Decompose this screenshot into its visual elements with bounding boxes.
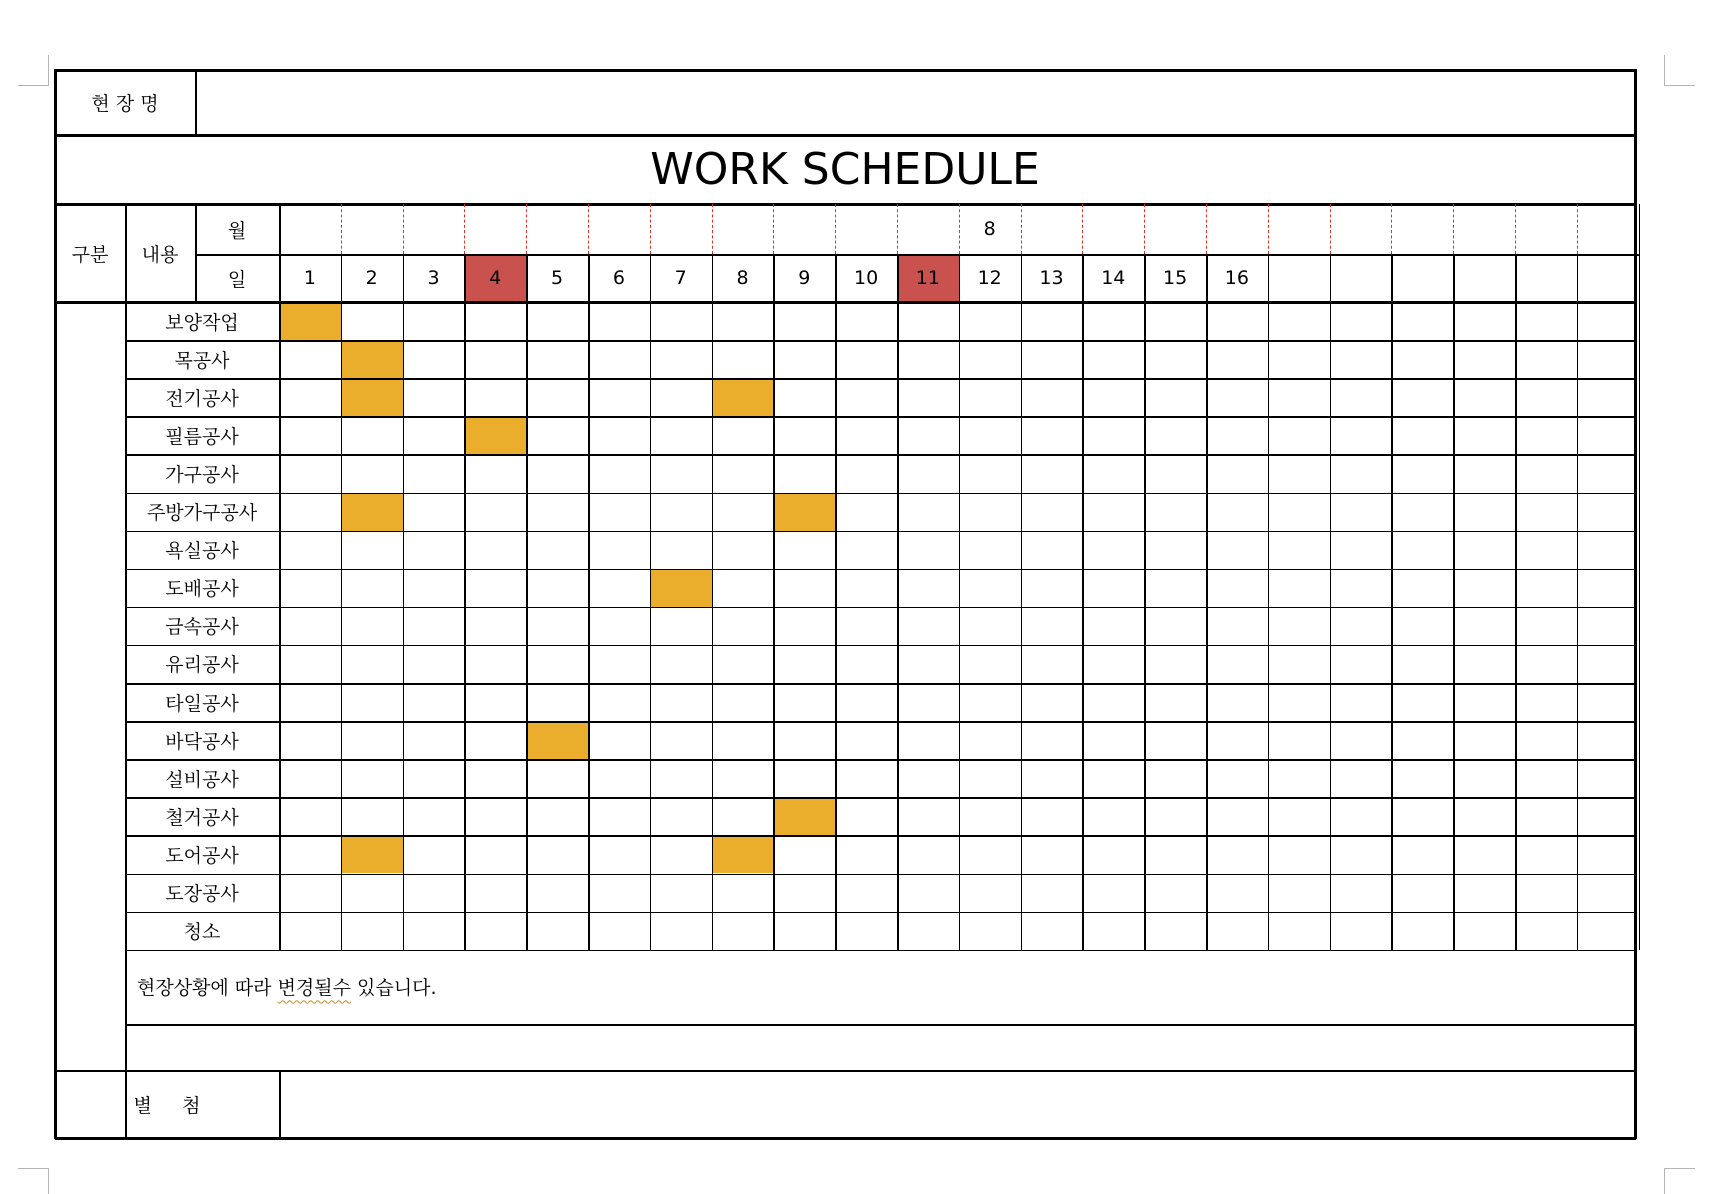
day-number: 4 <box>489 267 502 289</box>
day-number: 15 <box>1162 267 1188 289</box>
month-divider <box>403 204 404 254</box>
crop-mark-bottom-right <box>1664 1168 1695 1194</box>
site-label: 현 장 명 <box>91 93 159 115</box>
month-divider <box>1144 204 1145 254</box>
task-name: 설비공사 <box>165 768 239 791</box>
month-divider <box>526 204 527 254</box>
grid-v <box>1021 254 1023 950</box>
row-rule <box>125 493 1635 495</box>
notes-line-2 <box>125 1024 1635 1070</box>
month-divider <box>464 204 465 254</box>
month-divider <box>1453 204 1454 254</box>
grid-v <box>1453 254 1455 950</box>
month-divider <box>712 204 713 254</box>
row-rule <box>125 416 1635 418</box>
day-number <box>1330 254 1392 302</box>
month-divider <box>1268 204 1269 254</box>
row-rule <box>125 531 1635 533</box>
schedule-bar[interactable] <box>279 302 341 340</box>
row-rule <box>125 607 1635 609</box>
month-divider <box>835 204 836 254</box>
task-name: 도어공사 <box>165 844 239 867</box>
day-number <box>1268 254 1330 302</box>
task-name: 도장공사 <box>165 883 239 906</box>
site-value <box>195 70 1635 135</box>
month-divider <box>341 204 342 254</box>
month-divider <box>1082 204 1083 254</box>
attachment-value <box>279 1070 1635 1138</box>
day-number: 12 <box>977 267 1002 289</box>
row-rule <box>125 759 1635 761</box>
grid-v <box>341 254 343 950</box>
task-name: 청소 <box>183 921 221 944</box>
header-month-value: 8 <box>983 218 996 240</box>
task-name: 욕실공사 <box>165 540 239 563</box>
row-rule <box>125 874 1635 876</box>
schedule-bar[interactable] <box>341 835 403 873</box>
grid-v <box>1082 254 1084 950</box>
day-number: 8 <box>736 267 749 289</box>
crop-mark-bottom-left <box>18 1168 49 1194</box>
month-divider <box>588 204 589 254</box>
page-title: WORK SCHEDULE <box>650 144 1040 195</box>
schedule-bar[interactable] <box>341 493 403 531</box>
task-name: 가구공사 <box>165 463 239 486</box>
crop-mark-top-right <box>1664 55 1695 86</box>
month-divider <box>1330 204 1331 254</box>
month-divider <box>650 204 651 254</box>
grid-v <box>897 254 899 950</box>
month-divider <box>1021 204 1022 254</box>
day-number: 16 <box>1224 267 1249 289</box>
notes-text-spellcheck: 변경될수 <box>277 977 351 1000</box>
grid-v <box>1515 254 1517 950</box>
schedule-bar[interactable] <box>773 797 835 835</box>
day-number: 10 <box>853 267 879 289</box>
grid-v <box>1577 254 1579 950</box>
day-number: 6 <box>612 267 625 289</box>
grid-v <box>773 254 775 950</box>
schedule-bar[interactable] <box>526 721 588 759</box>
grid-v <box>1330 254 1332 950</box>
row-rule <box>125 835 1635 837</box>
header-category: 구분 <box>71 243 109 266</box>
day-number: 14 <box>1101 267 1126 289</box>
day-number: 3 <box>427 267 440 289</box>
task-name: 주방가구공사 <box>146 502 258 525</box>
row-rule <box>125 797 1635 799</box>
task-col-right <box>279 302 281 950</box>
task-name: 필름공사 <box>165 425 239 448</box>
task-name: 타일공사 <box>165 692 239 715</box>
grid-v <box>835 254 837 950</box>
task-name: 목공사 <box>174 349 230 372</box>
grid-v <box>1268 254 1270 950</box>
day-number: 11 <box>915 267 940 289</box>
notes-text: 현장상황에 따라 <box>137 977 278 1000</box>
row-rule <box>125 378 1635 380</box>
task-name: 금속공사 <box>165 616 239 639</box>
crop-mark-top-left <box>18 55 49 86</box>
task-name: 전기공사 <box>165 387 239 410</box>
header-month-label: 월 <box>227 219 247 242</box>
task-name: 도배공사 <box>165 578 239 601</box>
row-rule <box>125 721 1635 723</box>
schedule-bar[interactable] <box>773 493 835 531</box>
grid-v <box>712 254 714 950</box>
schedule-bar[interactable] <box>712 835 774 873</box>
schedule-bar[interactable] <box>464 416 526 454</box>
schedule-bar[interactable] <box>650 569 712 607</box>
task-name: 유리공사 <box>165 654 239 677</box>
month-divider <box>1577 204 1578 254</box>
schedule-bar[interactable] <box>341 378 403 416</box>
task-name: 철거공사 <box>165 806 239 829</box>
row-rule <box>125 683 1635 685</box>
day-number: 13 <box>1039 267 1064 289</box>
task-name: 바닥공사 <box>165 730 239 753</box>
grid-v <box>1144 254 1146 950</box>
row-rule <box>125 912 1635 914</box>
title-bottom-rule <box>55 203 1635 206</box>
notes-text: 있습니다. <box>350 977 437 1000</box>
header-day-label: 일 <box>227 268 247 291</box>
day-number: 7 <box>674 267 687 289</box>
header-content: 내용 <box>141 243 179 266</box>
notes-line-1 <box>125 950 1635 1024</box>
month-divider <box>1206 204 1207 254</box>
grid-v <box>1639 204 1641 950</box>
task-name: 보양작업 <box>165 311 239 334</box>
month-divider <box>1515 204 1516 254</box>
month-divider <box>897 204 898 254</box>
row-rule <box>125 645 1635 647</box>
schedule-bar[interactable] <box>341 340 403 378</box>
grid-v <box>526 254 528 950</box>
day-number: 5 <box>551 267 564 289</box>
day-number <box>1577 254 1639 302</box>
month-divider <box>773 204 774 254</box>
day-number <box>1453 254 1515 302</box>
day-number <box>1515 254 1577 302</box>
grid-v <box>588 254 590 950</box>
grid-v <box>1391 254 1393 950</box>
grid-v <box>650 254 652 950</box>
day-number: 9 <box>798 267 811 289</box>
grid-v <box>464 254 466 950</box>
grid-v <box>959 254 961 950</box>
day-number <box>1391 254 1453 302</box>
attachment-label: 별 첨 <box>133 1094 201 1117</box>
row-rule <box>125 340 1635 342</box>
grid-v <box>1206 254 1208 950</box>
day-number: 1 <box>303 267 316 289</box>
grid-v <box>403 254 405 950</box>
schedule-bar[interactable] <box>712 378 774 416</box>
row-rule <box>125 454 1635 456</box>
row-rule <box>125 569 1635 571</box>
day-number: 2 <box>365 267 378 289</box>
month-divider <box>1391 204 1392 254</box>
